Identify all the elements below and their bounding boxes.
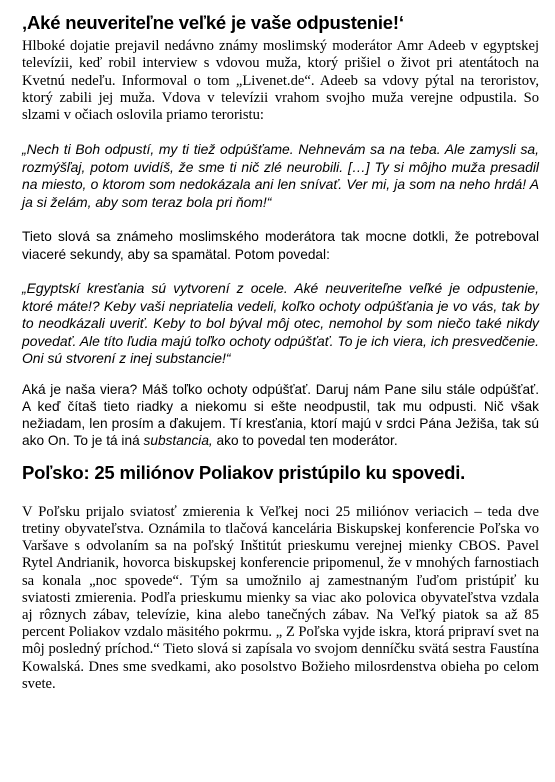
closing-text-end: ako to povedal ten moderátor.: [212, 433, 398, 449]
closing-italic-word: substancia,: [143, 433, 213, 449]
spacer: [22, 124, 539, 141]
closing-text-start: Aká je naša viera? Máš toľko ochoty odpúšťať. Daruj nám Pane silu stále odpúšťať. A keď čítaš tieto riadky a niekomu si ešte neodpustil, tak mu odpusti. Nič však nežiadam, len prosím a ďakujem. Tí kresťania, ktorí majú v srdci Pána Ježiša, tak sú ako On. To je tá iná: [22, 381, 539, 449]
spacer: [22, 368, 539, 381]
spacer: [22, 263, 539, 280]
article1-quote-moderator: „Egyptskí kresťania sú vytvorení z ocele. Aké neuveriteľne veľké je odpustenie, ktoré máte!? Keby vaši nepriatelia vedeli, koľko ochoty odpúšťania je vo vás, tak by to neodkázali uveriť. Keby to bol býval môj otec, nemohol by som niečo také nikdy povedať. Ale títo ľudia majú toľko ochoty odpúšťať. To je ich viera, ich presvedčenie. Oni sú stvorení z inej substancie!“: [22, 280, 539, 367]
article2-body: V Poľsku prijalo sviatosť zmierenia k Veľkej noci 25 miliónov veriacich – teda dve tretiny obyvateľstva. Oznámila to tlačová kancelária Biskupskej konferencie Poľska vo Varšave s odvolaním sa na poľský Inštitút prieskumu verejnej mienky CBOS. Pavel Rytel Andrianik, hovorca biskupskej konferencie pripomenul, že v mnohých farnostiach sa konala „noc spovede“. Tým sa umožnilo aj zamestnaným ľuďom pristúpiť ku sviatosti zmierenia. Podľa prieskumu mienky sa viac ako polovica obyvateľstva vzdala aj rôznych zábav, televízie, kina alebo tanečných zábav. Na Veľký piatok sa až 85 percent Poliakov vzdalo mäsitého pokrmu. „ Z Poľska vyjde iskra, ktorá pripraví svet na môj posledný príchod.“ Tieto slová si zapísala vo svojom denníčku svätá sestra Faustína Kowalská. Dnes sme svedkami, ako posolstvo Božieho milosrdenstva obieha po celom svete.: [22, 503, 539, 692]
spacer: [22, 211, 539, 228]
article1-intro: Hlboké dojatie prejavil nedávno známy moslimský moderátor Amr Adeeb v egyptskej televízii, keď robil interview s vdovou muža, ktorý prišiel o život pri atentátoch na Kvetnú nedeľu. Informoval o tom „Livenet.de“. Adeeb sa vdovy pýtal na teroristov, ktorý zabili jej muža. Vdova v televízii vrahom svojho muža verejne odpustila. So slzami v očiach oslovila priamo teroristu:: [22, 38, 539, 124]
article1-closing-paragraph: [22, 381, 539, 450]
article1-quote-widow: „Nech ti Boh odpustí, my ti tiež odpúšťame. Nehnevám sa na teba. Ale zamysli sa, rozmýšľaj, potom uvidíš, že sme ti nič zlé neurobili. […] Ty si môjho muža presadil na miesto, o ktorom som nedokázala ani len snívať. Ver mi, ja som na neho hrdá! A ja si želám, aby som teraz bola pri ňom!“: [22, 141, 539, 210]
article2-title: Poľsko: 25 miliónov Poliakov pristúpilo ku spovedi.: [22, 461, 466, 483]
article1-middle-paragraph: Tieto slová sa známeho moslimského moderátora tak mocne dotkli, že potreboval viaceré sekundy, aby sa spamätal. Potom povedal:: [22, 229, 539, 262]
article2-header: [22, 462, 539, 484]
article1-title: ‚Aké neuveriteľne veľké je vaše odpustenie!‘: [22, 12, 404, 33]
